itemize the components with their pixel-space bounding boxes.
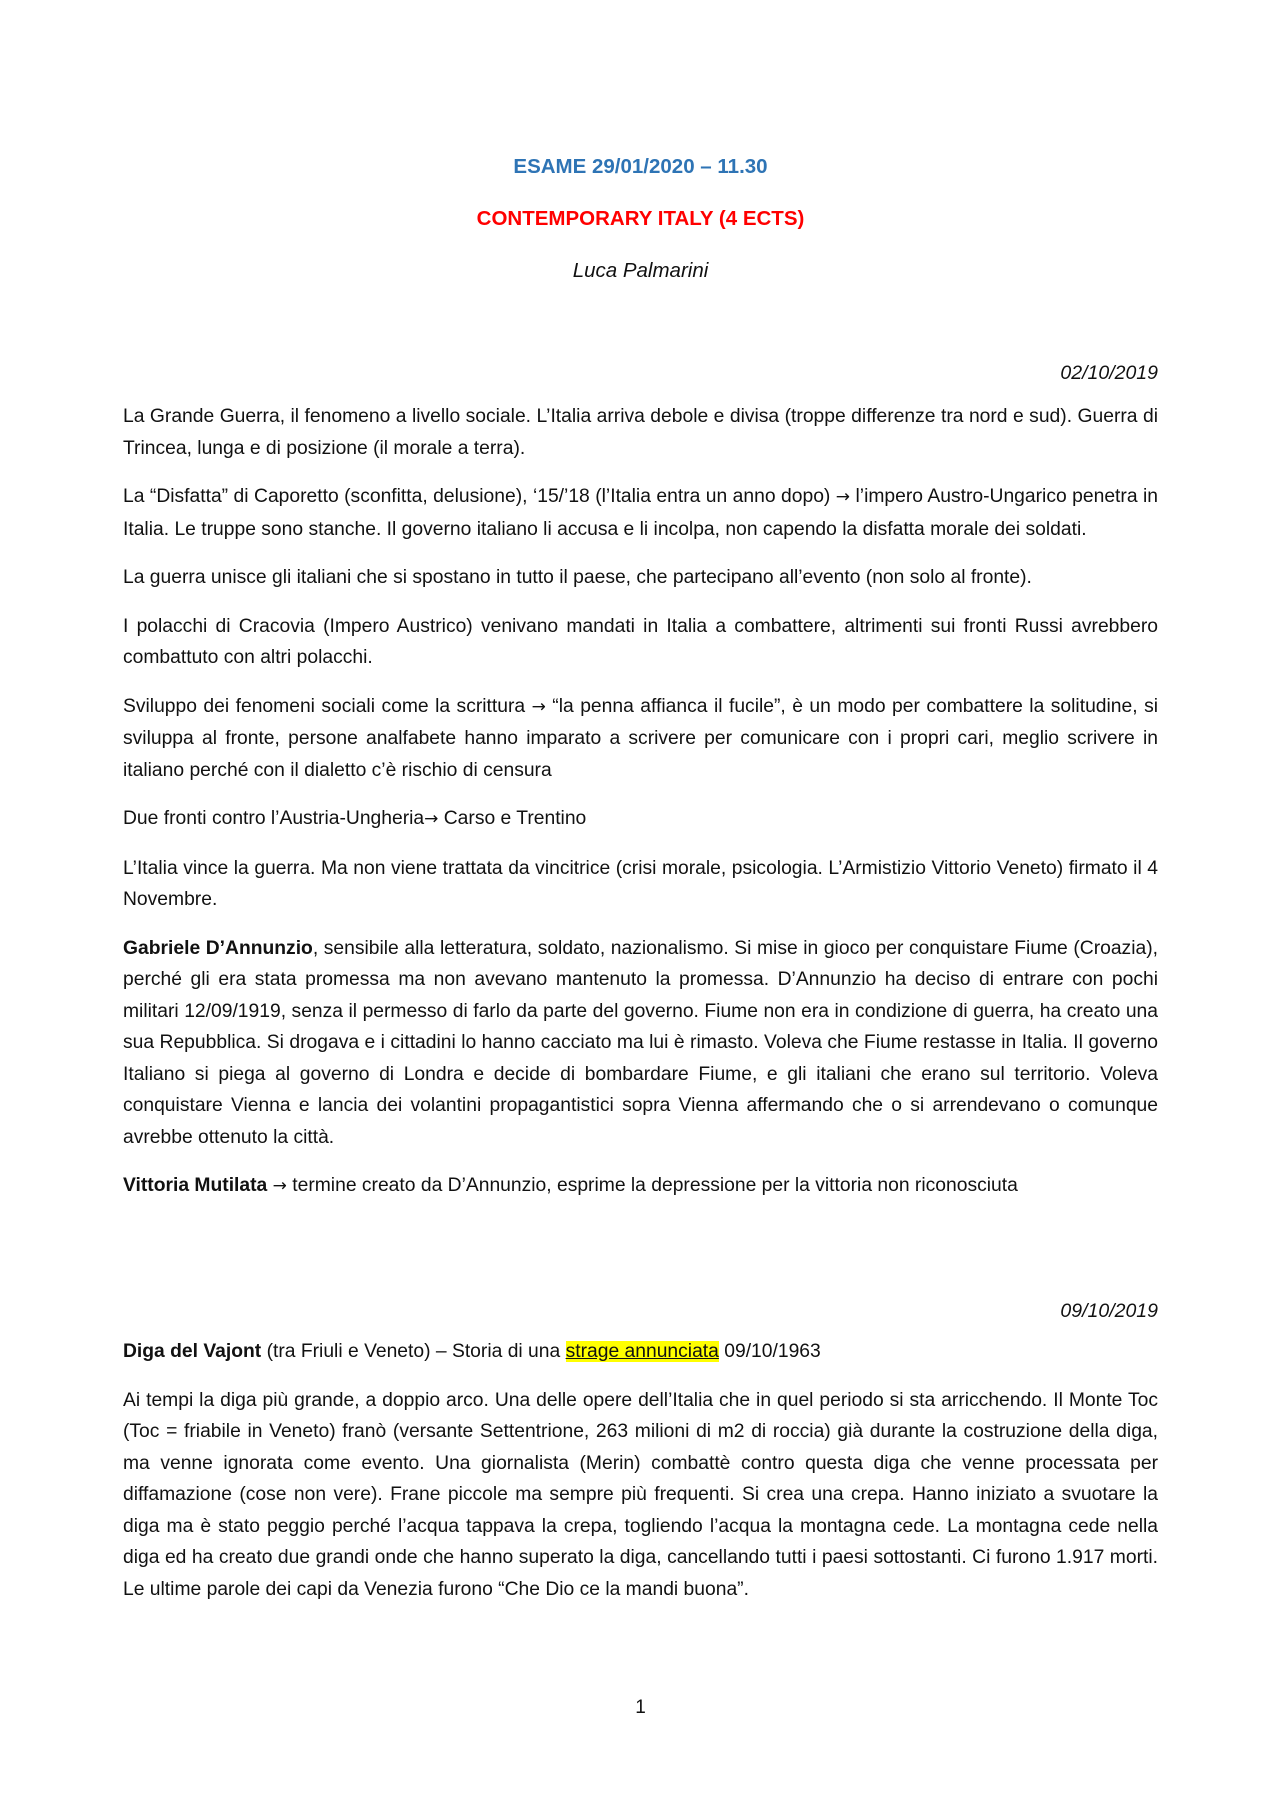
arrow-icon: →	[272, 1176, 287, 1196]
bold-term: Diga del Vajont	[123, 1341, 262, 1362]
paragraph: Vittoria Mutilata → termine creato da D’Annunzio, esprime la depressione per la vittoria non riconosciuta	[123, 1175, 1018, 1196]
paragraph: Gabriele D’Annunzio, sensibile alla letteratura, soldato, nazionalismo. Si mise in gioco per conquistare Fiume (Croazia), perché gli era stata promessa ma non avevano mantenuto la promessa. D’Annunzio ha deciso di entrare con pochi militari 12/09/1919, senza il permesso di farlo da parte del governo. Fiume non era in condizione di guerra, ha creato una sua Repubblica. Si drogava e i cittadini lo hanno cacciato ma lui è rimasto. Voleva che Fiume restasse in Italia. Il governo Italiano si piega al governo di Londra e decide di bombardare Fiume, e gli italiani che erano sul territorio. Voleva conquistare Vienna e lancia dei volantini propagantistici sopra Vienna affermando che o si arrendevano o comunque avrebbe ottenuto la città.	[123, 937, 1158, 1148]
paragraph: La “Disfatta” di Caporetto (sconfitta, delusione), ‘15/’18 (l’Italia entra un anno dopo) → l’impero Austro-Ungarico penetra in Italia. Le truppe sono stanche. Il governo italiano li accusa e li incolpa, non capendo la disfatta morale dei soldati.	[123, 486, 1158, 540]
paragraph: Sviluppo dei fenomeni sociali come la scrittura → “la penna affianca il fucile”, è un modo per combattere la solitudine, si sviluppa al fronte, persone analfabete hanno imparato a scrivere per comunicare con i propri cari, meglio scrivere in italiano perché con il dialetto c’è rischio di censura	[123, 695, 1158, 781]
paragraph: Due fronti contro l’Austria-Ungheria→ Carso e Trentino	[123, 808, 587, 829]
course-title: CONTEMPORARY ITALY (4 ECTS)	[476, 207, 805, 230]
highlighted-text: strage annunciata	[565, 1341, 719, 1362]
page-number: 1	[635, 1697, 646, 1718]
author-name: Luca Palmarini	[572, 259, 709, 282]
lecture-section-2	[123, 1336, 1158, 1622]
arrow-icon: →	[424, 809, 439, 829]
paragraph: I polacchi di Cracovia (Impero Austrico) venivano mandati in Italia a combattere, altrimenti sui fronti Russi avrebbero combattuto con altri polacchi.	[123, 615, 1158, 668]
paragraph: L’Italia vince la guerra. Ma non viene trattata da vincitrice (crisi morale, psicologia. L’Armistizio Vittorio Veneto) firmato il 4 Novembre.	[123, 857, 1158, 910]
bold-term: Vittoria Mutilata	[123, 1175, 268, 1196]
document-page	[123, 0, 1158, 1811]
lecture-date-2: 09/10/2019	[1060, 1300, 1158, 1322]
arrow-icon: →	[531, 696, 546, 717]
exam-title: ESAME 29/01/2020 – 11.30	[513, 155, 768, 178]
paragraph: Ai tempi la diga più grande, a doppio arco. Una delle opere dell’Italia che in quel periodo si sta arricchendo. Il Monte Toc (Toc = friabile in Veneto) franò (versante Settentrione, 263 milioni di m2 di roccia) già durante la costruzione della diga, ma venne ignorata come evento. Una giornalista (Merin) combattè contro questa diga che venne processata per diffamazione (cose non vere). Frane piccole ma sempre più frequenti. Si crea una crepa. Hanno iniziato a svuotare la diga ma è stato peggio perché l’acqua tappava la crepa, togliendo l’acqua la montagna cede. La montagna cede nella diga ed ha creato due grandi onde che hanno superato la diga, cancellando tutti i paesi sottostanti. Ci furono 1.917 morti. Le ultime parole dei capi da Venezia furono “Che Dio ce la mandi buona”.	[123, 1389, 1158, 1600]
lecture-date-1: 02/10/2019	[1060, 362, 1158, 384]
arrow-icon: →	[835, 487, 851, 507]
bold-term: Gabriele D’Annunzio	[123, 937, 313, 959]
paragraph: La Grande Guerra, il fenomeno a livello sociale. L’Italia arriva debole e divisa (troppe differenze tra nord e sud). Guerra di Trincea, lunga e di posizione (il morale a terra).	[123, 406, 1158, 459]
paragraph: La guerra unisce gli italiani che si spostano in tutto il paese, che partecipano all’evento (non solo al fronte).	[123, 567, 1032, 588]
paragraph: Diga del Vajont (tra Friuli e Veneto) – Storia di una strage annunciata 09/10/1963	[123, 1341, 821, 1362]
lecture-section-1	[123, 401, 1158, 1220]
